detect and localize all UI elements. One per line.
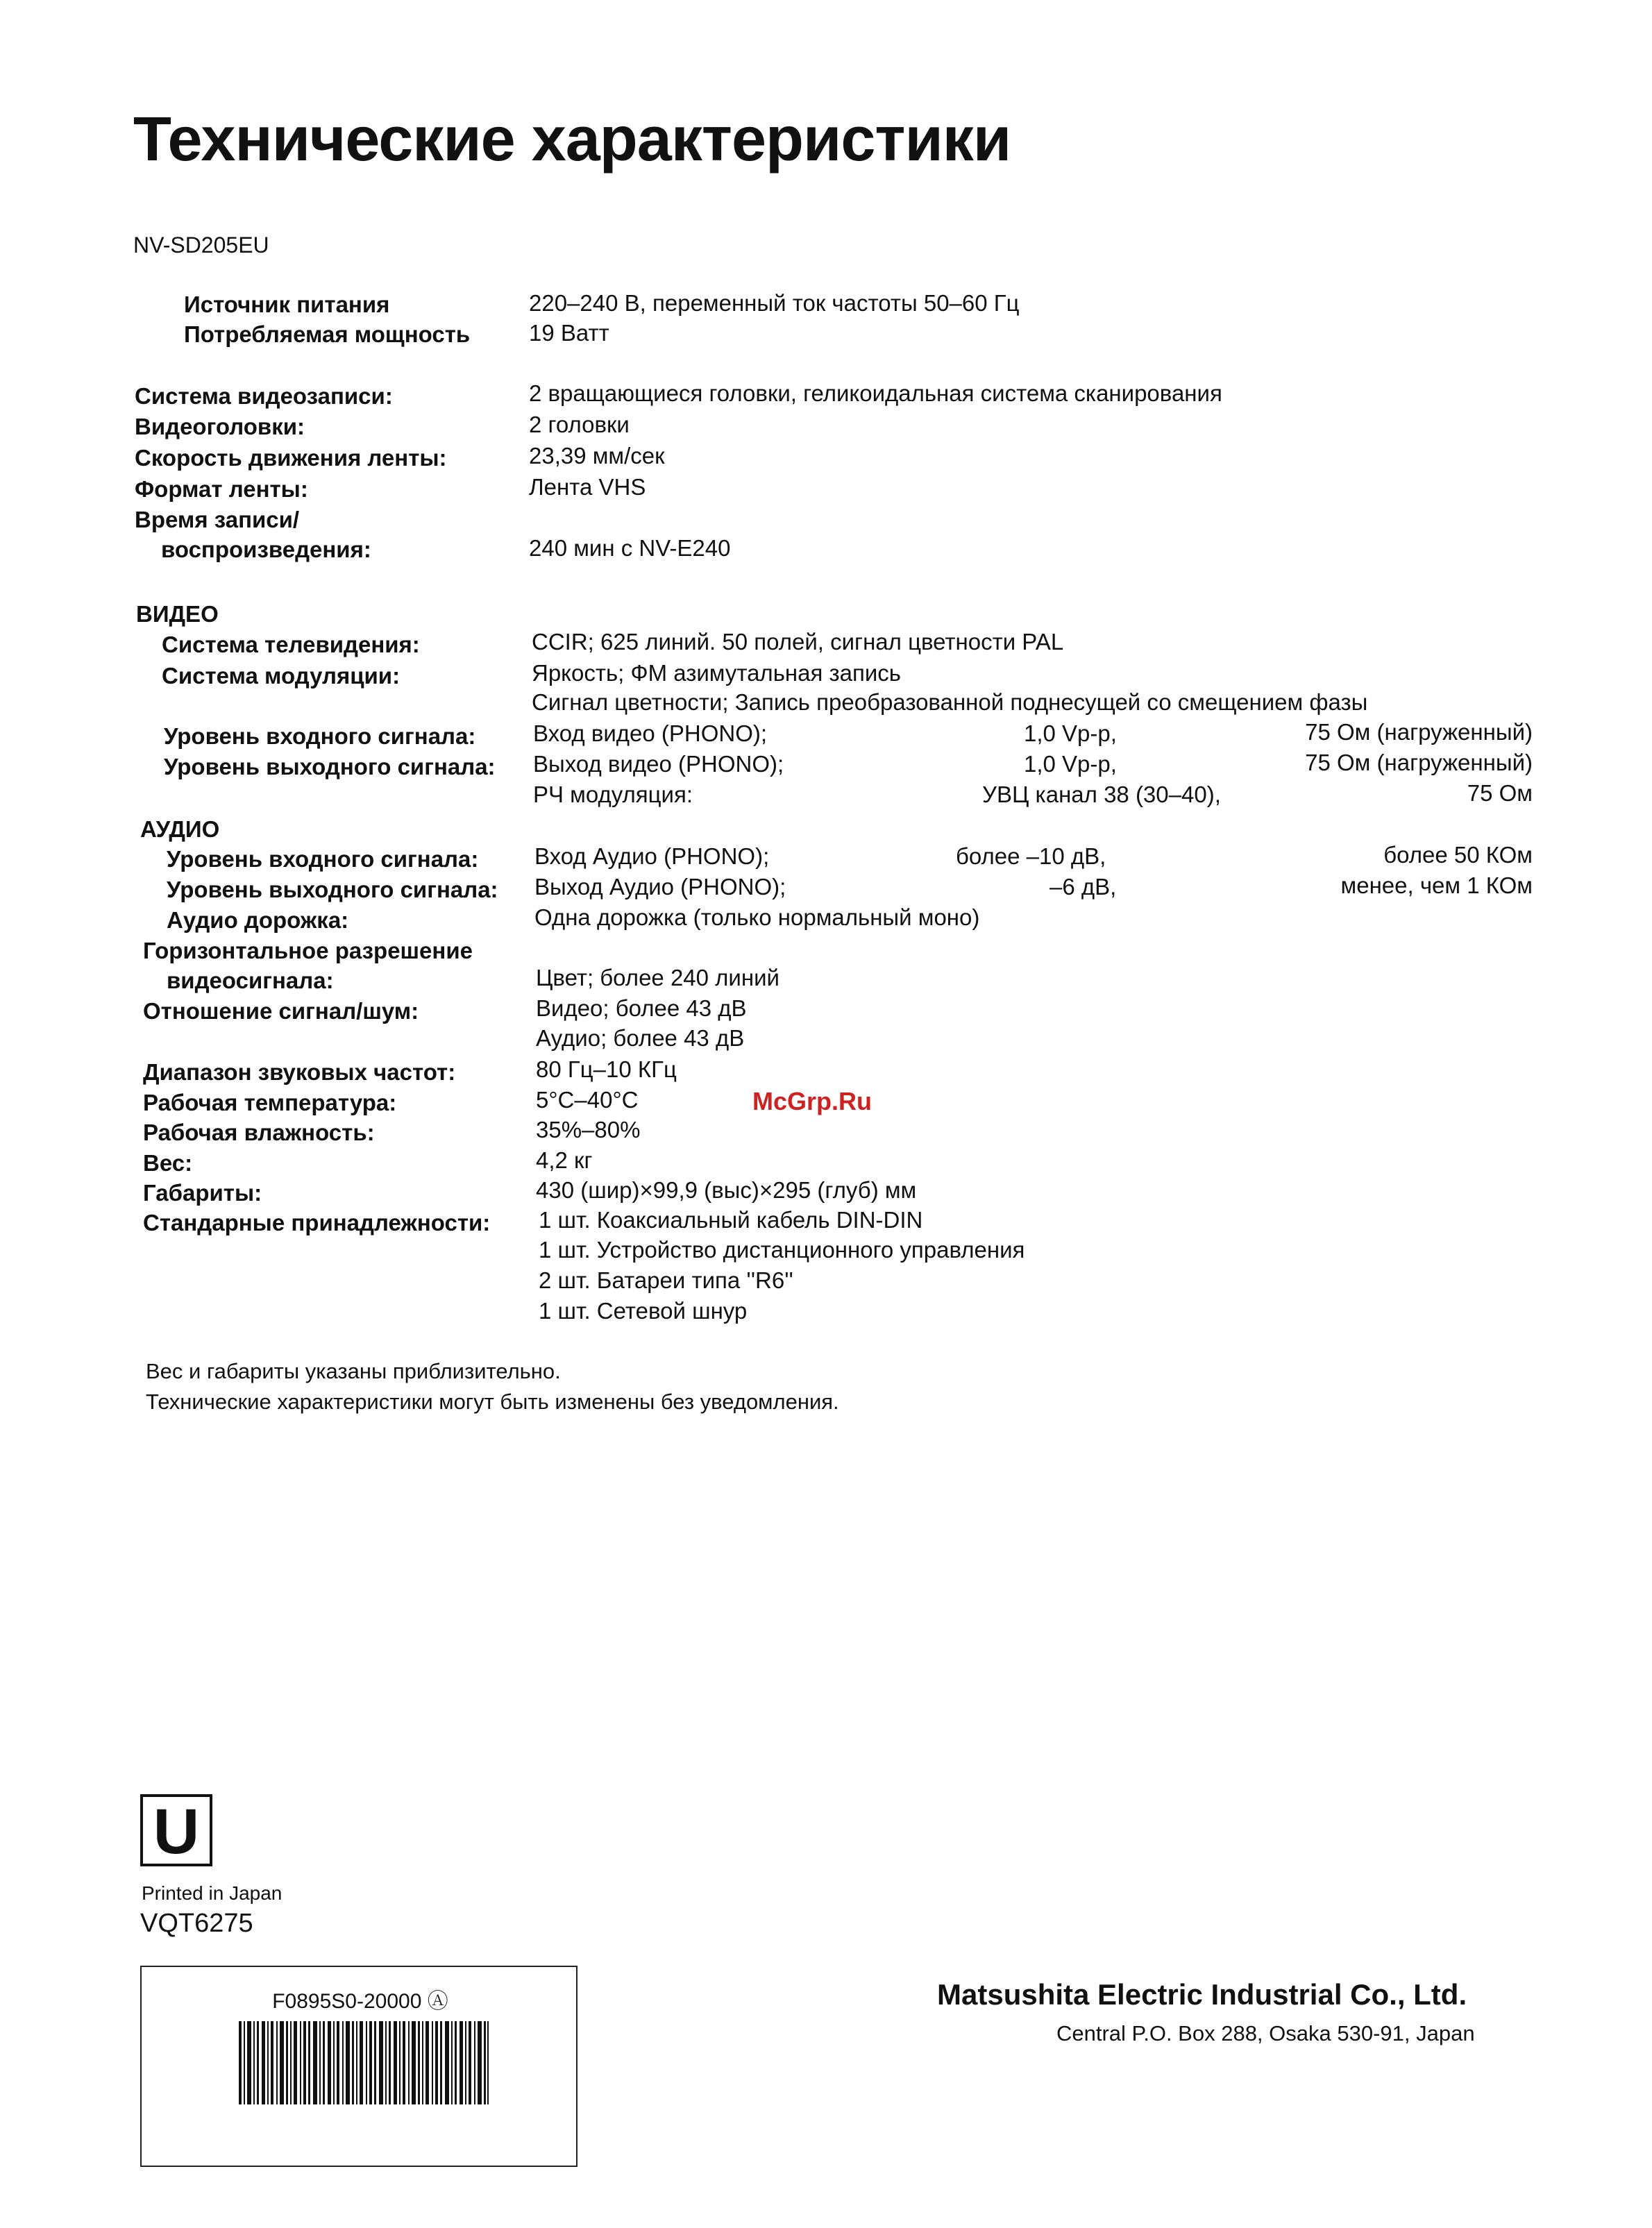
rf-label: РЧ модуляция:	[533, 782, 693, 807]
company-name: Matsushita Electric Industrial Co., Ltd.	[937, 1978, 1467, 2011]
accessory-item: 1 шт. Коаксиальный кабель DIN-DIN	[539, 1207, 923, 1233]
accessory-item: 1 шт. Сетевой шнур	[539, 1298, 748, 1324]
modulation-label: Система модуляции:	[162, 663, 401, 689]
dimensions-value: 430 (шир)×99,9 (выс)×295 (глуб) мм	[536, 1177, 917, 1203]
barcode-label	[140, 1966, 578, 2167]
spec-value: Лента VHS	[529, 474, 646, 500]
resolution-value: Цвет; более 240 линий	[536, 965, 779, 990]
video-input-connector: Вход видео (PHONO);	[533, 720, 768, 746]
tv-system-value: CCIR; 625 линий. 50 полей, сигнал цветности PAL	[532, 629, 1064, 655]
resolution-label-cont: видеосигнала:	[167, 968, 334, 993]
barcode-text: F0895S0-20000 Ⓐ	[272, 1990, 448, 2013]
rf-impedance: 75 Ом	[1467, 780, 1533, 806]
accessory-item: 2 шт. Батареи типа ''R6''	[539, 1267, 793, 1293]
temperature-value: 5°C–40°C	[536, 1087, 639, 1113]
video-input-level: 1,0 Vp-p,	[1024, 720, 1117, 746]
spec-label: воспроизведения:	[161, 537, 371, 562]
model-number: NV-SD205EU	[133, 233, 269, 258]
modulation-value-chroma: Сигнал цветности; Запись преобразованной поднесущей со смещением фазы	[532, 689, 1368, 715]
power-consumption-value: 19 Ватт	[529, 320, 609, 346]
accessory-item: 1 шт. Устройство дистанционного управления	[539, 1237, 1025, 1263]
document-code: VQT6275	[140, 1909, 253, 1938]
tv-system-label: Система телевидения:	[162, 632, 420, 657]
audio-input-impedance: более 50 КОм	[1383, 842, 1533, 868]
spec-value: 2 вращающиеся головки, геликоидальная система сканирования	[529, 380, 1222, 406]
spec-label: Система видеозаписи:	[135, 383, 393, 409]
note-approximate: Вес и габариты указаны приблизительно.	[146, 1359, 561, 1383]
audio-input-level: более –10 дВ,	[956, 843, 1106, 869]
audio-track-value: Одна дорожка (только нормальный моно)	[534, 904, 980, 930]
rf-channel: УВЦ канал 38 (30–40),	[982, 782, 1221, 807]
barcode-icon	[239, 2021, 489, 2104]
freq-range-label: Диапазон звуковых частот:	[143, 1059, 456, 1085]
note-change-notice: Технические характеристики могут быть изменены без уведомления.	[146, 1390, 839, 1414]
temperature-label: Рабочая температура:	[143, 1090, 397, 1115]
video-output-label: Уровень выходного сигнала:	[164, 754, 496, 779]
audio-output-connector: Выход Аудио (PHONO);	[534, 874, 786, 900]
video-output-connector: Выход видео (PHONO);	[533, 751, 784, 777]
humidity-value: 35%–80%	[536, 1117, 641, 1142]
audio-track-label: Аудио дорожка:	[167, 907, 349, 933]
spec-value: 2 головки	[529, 412, 630, 437]
power-source-value: 220–240 В, переменный ток частоты 50–60 Гц	[529, 290, 1020, 316]
snr-video-value: Видео; более 43 дВ	[536, 995, 747, 1021]
power-consumption-label: Потребляемая мощность	[184, 321, 471, 347]
spec-value: 23,39 мм/сек	[529, 443, 665, 469]
modulation-value-luma: Яркость; ФМ азимутальная запись	[532, 660, 901, 686]
company-address: Central P.O. Box 288, Osaka 530-91, Japan	[1056, 2021, 1475, 2045]
u-mark-logo: U	[140, 1794, 212, 1866]
spec-label: Время записи/	[135, 507, 300, 532]
snr-audio-value: Аудио; более 43 дВ	[536, 1025, 745, 1051]
video-input-label: Уровень входного сигнала:	[164, 723, 476, 749]
audio-output-label: Уровень выходного сигнала:	[167, 877, 498, 902]
freq-range-value: 80 Гц–10 КГц	[536, 1056, 677, 1082]
video-input-impedance: 75 Ом (нагруженный)	[1305, 719, 1533, 745]
video-output-level: 1,0 Vp-p,	[1024, 751, 1117, 777]
snr-label: Отношение сигнал/шум:	[143, 998, 419, 1024]
printed-in-japan: Printed in Japan	[142, 1882, 283, 1904]
spec-value: 240 мин с NV-E240	[529, 535, 731, 561]
resolution-label: Горизонтальное разрешение	[143, 938, 473, 963]
audio-input-label: Уровень входного сигнала:	[167, 846, 479, 872]
spec-label: Видеоголовки:	[135, 414, 305, 439]
weight-value: 4,2 кг	[536, 1147, 593, 1173]
audio-heading: АУДИО	[140, 816, 220, 842]
video-heading: ВИДЕО	[136, 601, 219, 627]
humidity-label: Рабочая влажность:	[143, 1120, 375, 1145]
power-source-label: Источник питания	[184, 292, 390, 317]
page-title: Технические характеристики	[133, 105, 1011, 174]
audio-output-level: –6 дВ,	[1050, 874, 1117, 900]
accessories-label: Стандарные принадлежности:	[143, 1210, 491, 1235]
dimensions-label: Габариты:	[143, 1180, 262, 1206]
weight-label: Вес:	[143, 1150, 193, 1176]
audio-output-impedance: менее, чем 1 КОм	[1340, 872, 1533, 898]
spec-label: Формат ленты:	[135, 476, 308, 502]
video-output-impedance: 75 Ом (нагруженный)	[1305, 750, 1533, 775]
watermark-link[interactable]: McGrp.Ru	[752, 1087, 873, 1115]
audio-input-connector: Вход Аудио (PHONO);	[534, 843, 770, 869]
spec-label: Скорость движения ленты:	[135, 445, 447, 471]
